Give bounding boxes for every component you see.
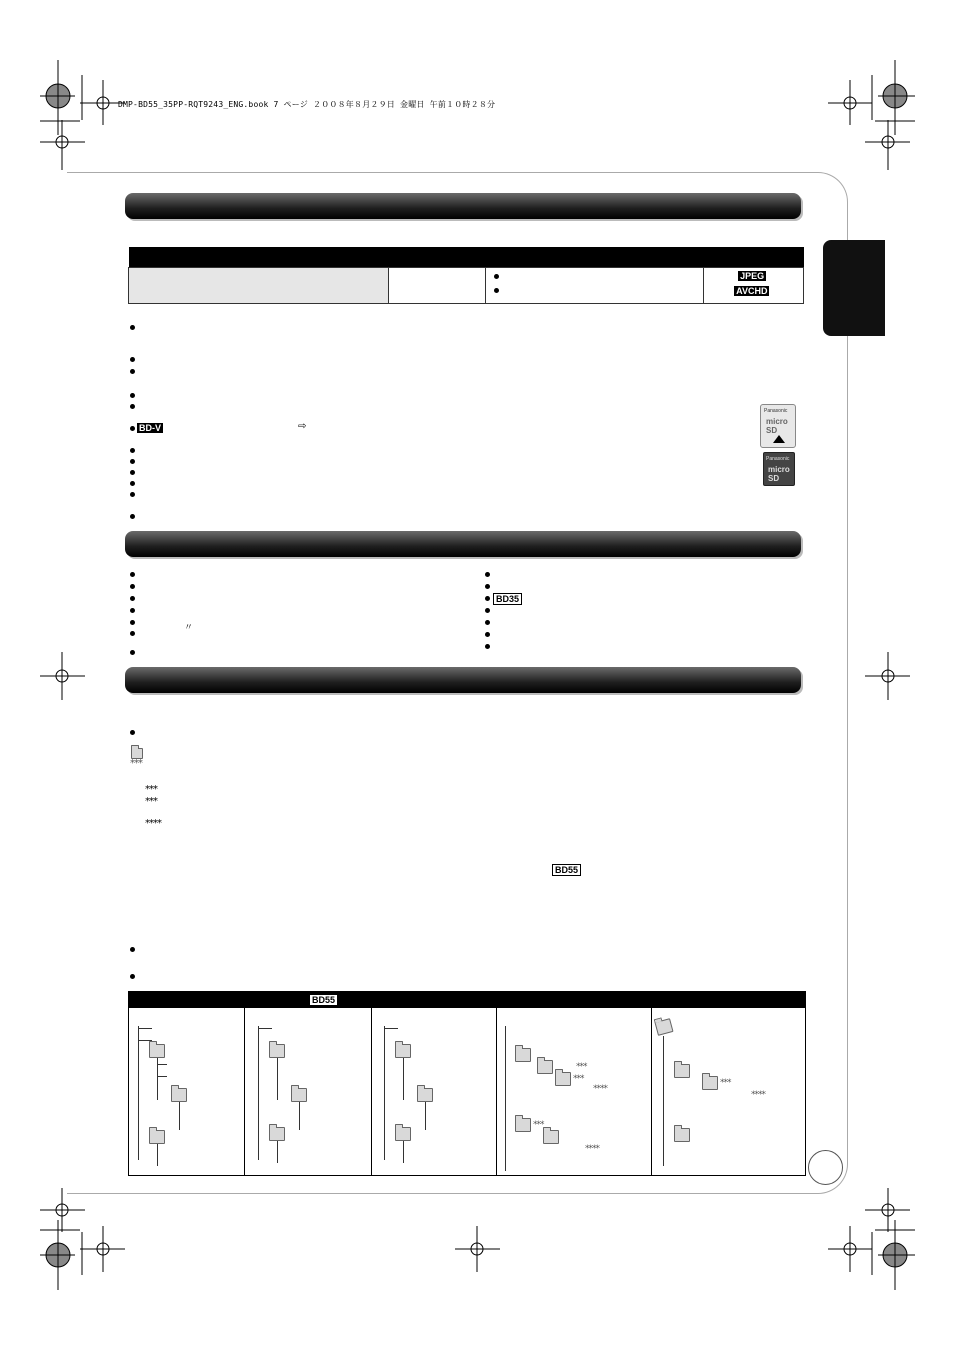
sd-brand: Panasonic (764, 408, 788, 414)
jpeg-badge: JPEG (740, 271, 765, 281)
folder-icon (674, 1128, 690, 1142)
stars-label: **** (593, 1084, 607, 1094)
bd-v-badge: BD-V (139, 423, 161, 433)
bullet (130, 470, 135, 475)
folder-icon (515, 1048, 531, 1062)
bullet (130, 631, 135, 636)
folder-icon (269, 1127, 285, 1141)
folder-icon (171, 1088, 187, 1102)
media-table (128, 247, 804, 304)
up-arrow-icon (773, 435, 785, 443)
tree-column-divider (244, 992, 245, 1175)
avchd-badge: AVCHD (736, 286, 768, 296)
stars-note: **** (145, 818, 161, 829)
bullet (485, 596, 490, 601)
ditto-mark: 〃 (184, 623, 194, 633)
media-table-header-3 (486, 247, 704, 268)
bullet (130, 325, 135, 330)
sd-label: micro SD (766, 417, 788, 435)
folder-icon (149, 1044, 165, 1058)
section-bar-1 (125, 193, 801, 219)
folder-icon (674, 1064, 690, 1078)
stars-label: **** (585, 1144, 599, 1154)
bullet (130, 608, 135, 613)
tree-column-divider (651, 992, 652, 1175)
bullet (494, 288, 499, 293)
stars-label: *** (576, 1062, 587, 1072)
folder-icon (537, 1060, 553, 1074)
folder-icon (149, 1130, 165, 1144)
stars-label: *** (720, 1078, 731, 1088)
bullet (130, 572, 135, 577)
sd-card-icon (654, 1018, 673, 1036)
media-table-cell-2 (388, 268, 486, 304)
bullet (130, 947, 135, 952)
folder-icon (395, 1127, 411, 1141)
bullet (130, 650, 135, 655)
print-header: DMP-BD55_35PP-RQT9243_ENG.book 7 ページ ２００８年８月２９日 金曜日 午前１０時２８分 (118, 100, 496, 109)
media-table-header-2 (388, 247, 486, 268)
bullet (485, 644, 490, 649)
folder-icon (395, 1044, 411, 1058)
bullet (485, 572, 490, 577)
folder-icon (417, 1088, 433, 1102)
media-table-cell-3 (486, 268, 704, 304)
bullet (130, 584, 135, 589)
media-table-cell-4 (704, 268, 804, 304)
folder-icon (269, 1044, 285, 1058)
bullet (130, 974, 135, 979)
bullet (130, 357, 135, 362)
folder-icon (515, 1118, 531, 1132)
bullet (130, 481, 135, 486)
tree-column-divider (496, 992, 497, 1175)
bullet (130, 492, 135, 497)
section-bar-2 (125, 531, 801, 557)
media-table-header-1 (129, 247, 389, 268)
tree-table-header (129, 992, 805, 1008)
bullet (130, 730, 135, 735)
bullet (485, 584, 490, 589)
bullet (130, 620, 135, 625)
bullet (130, 404, 135, 409)
folder-icon (702, 1076, 718, 1090)
folder-icon (291, 1088, 307, 1102)
side-tab (823, 240, 885, 336)
bd35-badge: BD35 (493, 593, 522, 605)
sd2-brand: Panasonic (766, 456, 790, 462)
sd2-label: micro SD (768, 465, 790, 483)
bullet (485, 632, 490, 637)
micro-sd-card-image (763, 452, 795, 486)
bd55-badge: BD55 (552, 864, 581, 876)
section-bar-3 (125, 667, 801, 693)
bullet (130, 426, 135, 431)
stars-note: *** (145, 784, 157, 795)
media-table-header-4 (704, 247, 804, 268)
folder-icon (543, 1130, 559, 1144)
page-number-circle (808, 1150, 843, 1185)
tree-column-divider (371, 992, 372, 1175)
bd55-badge: BD55 (309, 994, 338, 1006)
arrow-icon: ⇨ (298, 421, 307, 432)
stars-label: **** (751, 1090, 765, 1100)
stars-note: *** (130, 758, 142, 769)
bullet (130, 393, 135, 398)
stars-note: *** (145, 796, 157, 807)
bullet (130, 369, 135, 374)
bullet (130, 459, 135, 464)
bullet (130, 448, 135, 453)
stars-label: *** (533, 1120, 544, 1130)
folder-structure-table (128, 991, 806, 1176)
bullet (485, 620, 490, 625)
bullet (485, 608, 490, 613)
stars-label: *** (573, 1074, 584, 1084)
sd-card-adapter-image (760, 404, 796, 448)
bullet (494, 274, 499, 279)
media-table-cell-1 (129, 268, 389, 304)
bullet (130, 596, 135, 601)
folder-icon (555, 1072, 571, 1086)
bullet (130, 514, 135, 519)
